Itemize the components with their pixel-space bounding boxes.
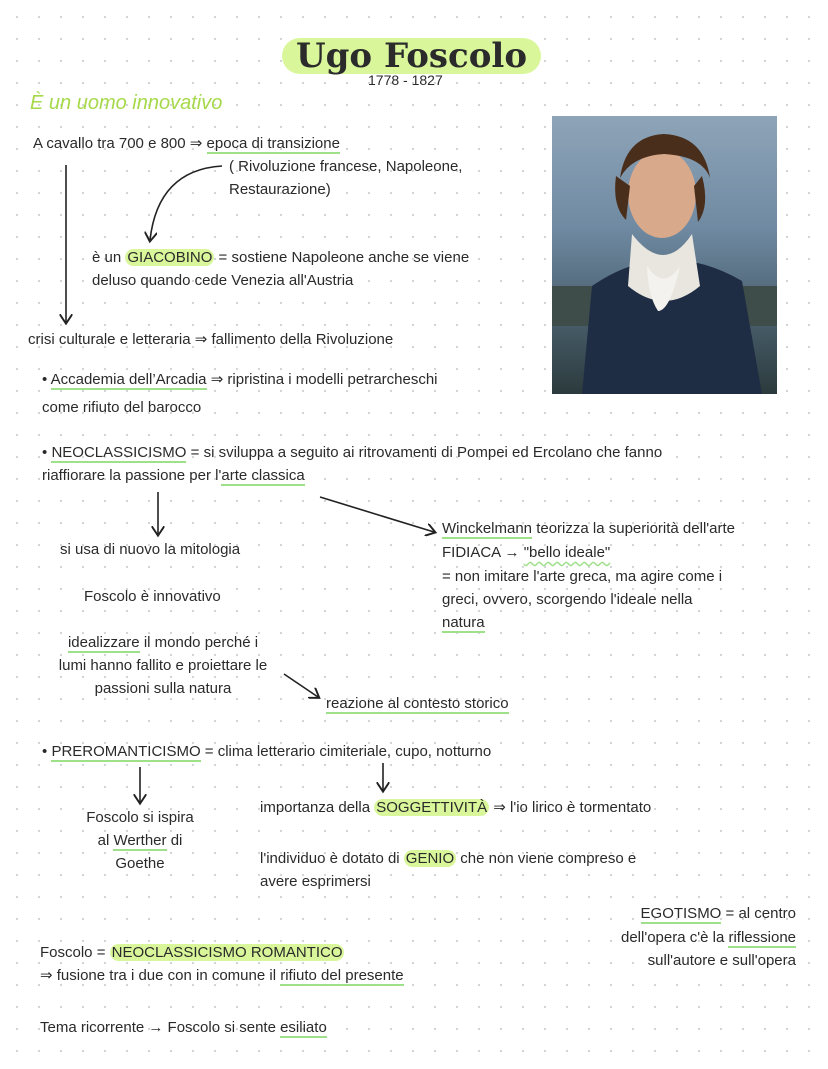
- winckelmann-line-5: [442, 611, 485, 634]
- intro-paren-2: Restaurazione): [229, 181, 331, 198]
- fidiaca-text: FIDIACA →: [442, 544, 524, 561]
- neoclassicismo-term: NEOCLASSICISMO: [51, 444, 187, 461]
- bello-ideale: "bello ideale": [523, 544, 611, 561]
- werther-line-2: [60, 829, 220, 852]
- genio-line-2: avere esprimersi: [260, 873, 371, 890]
- idealizzare-line-2: lumi hanno fallito e proiettare le: [58, 657, 268, 674]
- werther-line-3: Goethe: [115, 855, 165, 872]
- neoclassicismo-line2-pre: riaffiorare la passione per l': [42, 467, 222, 484]
- intro-lead: A cavallo tra 700 e 800 ⇒: [33, 135, 207, 152]
- werther-pre: al: [97, 832, 114, 849]
- crisi-line: crisi culturale e letteraria ⇒ fallimento della Rivoluzione: [28, 331, 394, 348]
- soggettivita-term: SOGGETTIVITÀ: [376, 799, 488, 816]
- preromanticismo-line: [42, 740, 491, 763]
- life-years: 1778 - 1827: [368, 72, 443, 88]
- tema-line: [40, 1016, 327, 1039]
- bullet: •: [42, 371, 48, 388]
- natura-term: natura: [442, 614, 485, 631]
- foscolo-sum-pre: Foscolo =: [40, 944, 110, 961]
- preromanticismo-rest: = clima letterario cimiteriale, cupo, notturno: [200, 743, 492, 760]
- idealizzare-line-3: passioni sulla natura: [94, 680, 232, 697]
- idealizzare-term: idealizzare: [67, 634, 140, 651]
- intro-paren-1: ( Rivoluzione francese, Napoleone,: [229, 158, 463, 175]
- neoclassicismo-romantico: NEOCLASSICISMO ROMANTICO: [111, 944, 343, 961]
- winckelmann-rest: teorizza la superiorità dell'arte: [532, 520, 735, 537]
- egotismo-line-1: [560, 902, 796, 925]
- genio-line-1: [260, 847, 636, 870]
- arcadia-term: Accademia dell’Arcadia: [50, 371, 207, 388]
- rifiuto-presente: rifiuto del presente: [280, 967, 404, 984]
- giacobino-pre: è un: [92, 249, 126, 266]
- arcadia-line-1: [42, 368, 438, 391]
- epoca-transizione: epoca di transizione: [206, 135, 340, 152]
- soggettivita-line: [260, 796, 651, 819]
- egotismo-line2-pre: dell'opera c'è la: [621, 929, 729, 946]
- soggettivita-post: ⇒ l'io lirico è tormentato: [489, 799, 652, 816]
- foscolo-summary-line-1: [40, 941, 344, 964]
- arte-classica: arte classica: [221, 467, 305, 484]
- foscolo-summary-line-2: [40, 964, 404, 987]
- fusione-text: ⇒ fusione tra i due con in comune il: [40, 967, 281, 984]
- egotismo-line-3: sull'autore e sull'opera: [647, 952, 796, 969]
- werther-post: di: [166, 832, 183, 849]
- winckelmann-line-1: [442, 517, 735, 540]
- portrait-image: [552, 116, 777, 394]
- page-title: Ugo Foscolo: [282, 38, 541, 74]
- giacobino-term: GIACOBINO: [127, 249, 213, 266]
- subtitle: È un uomo innovativo: [30, 92, 223, 114]
- arcadia-rest: ⇒ ripristina i modelli petrarcheschi: [206, 371, 438, 388]
- reazione-line: [326, 692, 509, 715]
- egotismo-rest: = al centro: [721, 905, 796, 922]
- egotismo-term: EGOTISMO: [640, 905, 722, 922]
- genio-post: che non viene compreso e: [456, 850, 637, 867]
- innovativo-line: Foscolo è innovativo: [84, 588, 221, 605]
- winckelmann-line-4: greci, ovvero, scorgendo l'ideale nella: [442, 591, 693, 608]
- bullet: •: [42, 743, 48, 760]
- mitologia-line: si usa di nuovo la mitologia: [60, 541, 241, 558]
- bullet: •: [42, 444, 48, 461]
- idealizzare-rest: il mondo perché i: [139, 634, 259, 651]
- genio-pre: l'individuo è dotato di: [260, 850, 404, 867]
- intro-line: [33, 132, 340, 155]
- preromanticismo-term: PREROMANTICISMO: [51, 743, 201, 760]
- soggettivita-pre: importanza della: [260, 799, 375, 816]
- idealizzare-line-1: [38, 631, 288, 654]
- esiliato-term: esiliato: [280, 1019, 327, 1036]
- giacobino-line-2: deluso quando cede Venezia all'Austria: [92, 272, 354, 289]
- arcadia-line-2: come rifiuto del barocco: [42, 399, 202, 416]
- winckelmann-line-2: [442, 541, 610, 564]
- riflessione-term: riflessione: [728, 929, 796, 946]
- genio-term: GENIO: [405, 850, 455, 867]
- werther-term: Werther: [113, 832, 167, 849]
- portrait-drawing: [552, 116, 777, 394]
- giacobino-post: = sostiene Napoleone anche se viene: [214, 249, 470, 266]
- neoclassicismo-rest: = si sviluppa a seguito ai ritrovamenti di Pompei ed Ercolano che fanno: [186, 444, 663, 461]
- tema-pre: Tema ricorrente → Foscolo si sente: [40, 1019, 281, 1036]
- giacobino-line-1: [92, 246, 469, 269]
- reazione-term: reazione al contesto storico: [326, 695, 509, 712]
- winckelmann-line-3: = non imitare l'arte greca, ma agire come i: [442, 568, 723, 585]
- neoclassicismo-line-2: [42, 464, 305, 487]
- winckelmann-name: Winckelmann: [442, 520, 533, 537]
- egotismo-line-2: [560, 926, 796, 949]
- neoclassicismo-line-1: [42, 441, 662, 464]
- werther-line-1: Foscolo si ispira: [86, 809, 194, 826]
